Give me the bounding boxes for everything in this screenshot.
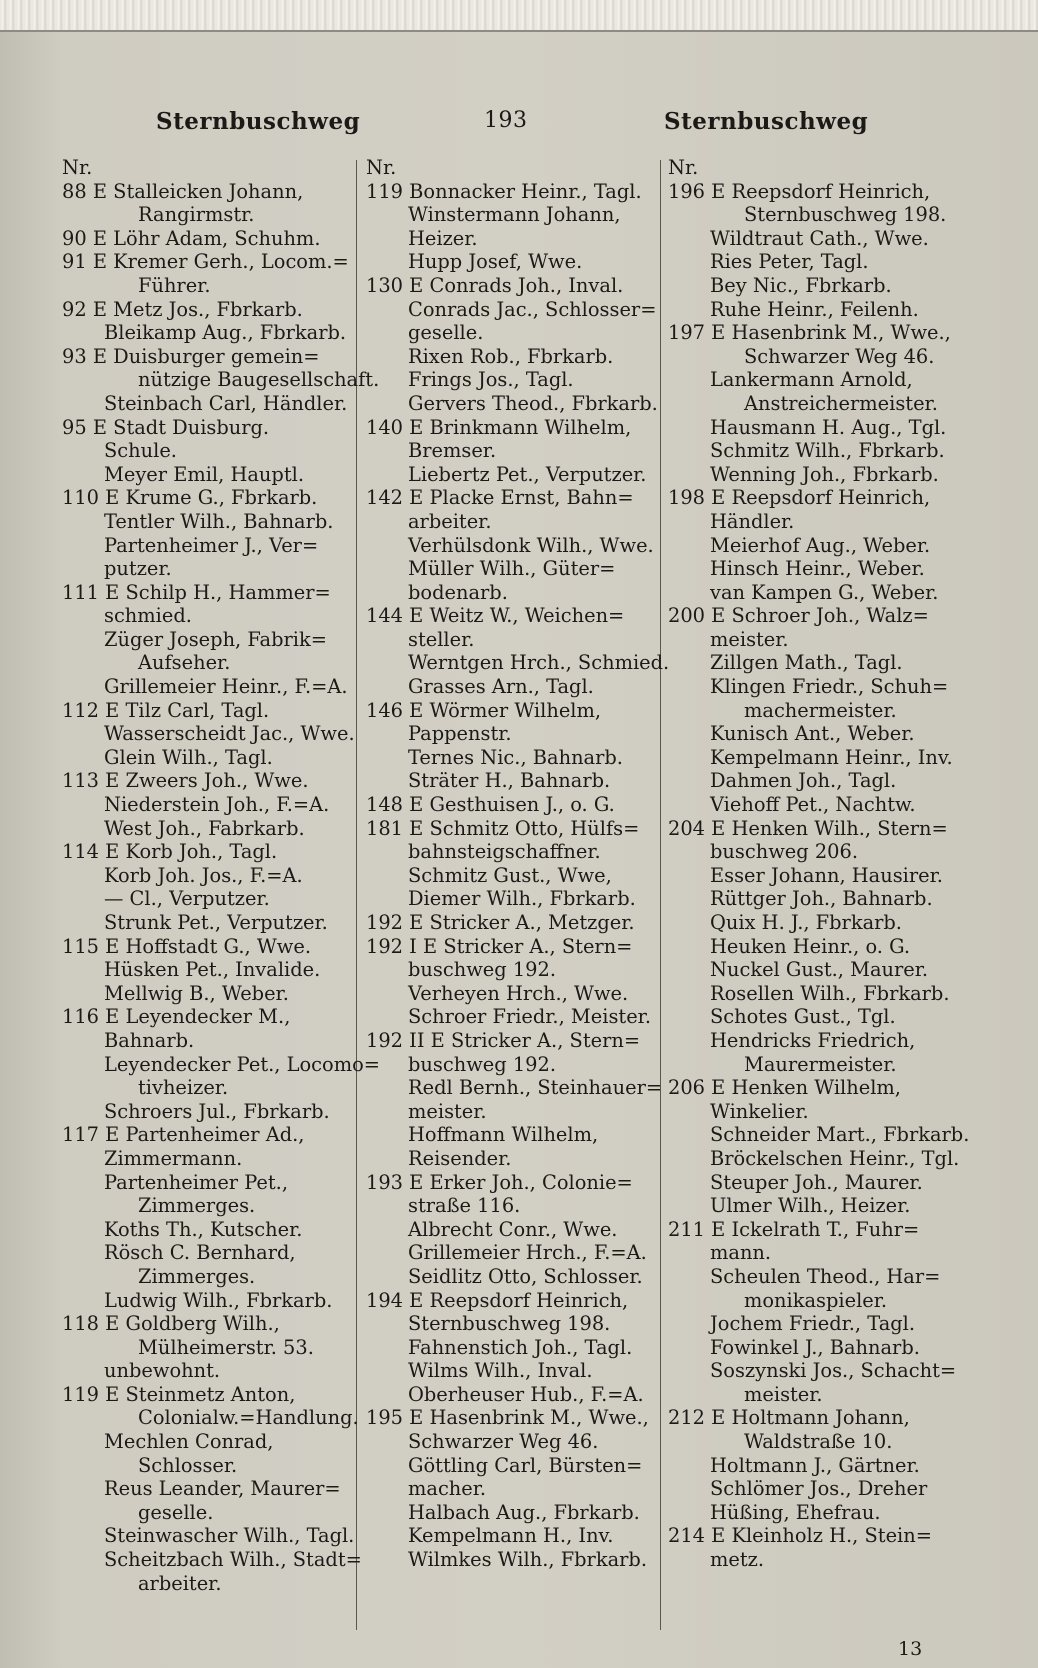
house-entry: 193 E Erker Joh., Colonie= xyxy=(366,1170,633,1194)
resident-line: Scheulen Theod., Har= xyxy=(710,1264,941,1288)
resident-line: Rösch C. Bernhard, xyxy=(104,1241,296,1265)
resident-line: Ludwig Wilh., Fbrkarb. xyxy=(104,1288,333,1312)
resident-line: Mechlen Conrad, xyxy=(104,1430,274,1454)
resident-line: Fahnenstich Joh., Tagl. xyxy=(408,1335,633,1359)
resident-line: Schroers Jul., Fbrkarb. xyxy=(104,1099,330,1123)
resident-line: Scheitzbach Wilh., Stadt= xyxy=(104,1548,362,1572)
resident-line: Sträter H., Bahnarb. xyxy=(408,769,611,793)
resident-line: Halbach Aug., Fbrkarb. xyxy=(408,1500,640,1524)
resident-line: Aufseher. xyxy=(138,651,231,675)
house-entry: 181 E Schmitz Otto, Hülfs= xyxy=(366,816,640,840)
resident-line: Viehoff Pet., Nachtw. xyxy=(710,793,916,817)
resident-line: Reus Leander, Maurer= xyxy=(104,1477,341,1501)
resident-line: Führer. xyxy=(138,273,211,297)
house-entry: 115 E Hoffstadt G., Wwe. xyxy=(62,934,311,958)
house-entry: 194 E Reepsdorf Heinrich, xyxy=(366,1288,629,1312)
resident-line: Kempelmann Heinr., Inv. xyxy=(710,745,953,769)
resident-line: Holtmann J., Gärtner. xyxy=(710,1453,920,1477)
resident-line: Steinbach Carl, Händler. xyxy=(104,391,348,415)
house-entry: 198 E Reepsdorf Heinrich, xyxy=(668,486,931,510)
resident-line: buschweg 206. xyxy=(710,840,859,864)
house-entry: 142 E Placke Ernst, Bahn= xyxy=(366,486,634,510)
resident-line: Schwarzer Weg 46. xyxy=(408,1430,599,1454)
directory-column-1 xyxy=(62,156,381,1595)
house-entry: 88 E Stalleicken Johann, xyxy=(62,179,304,203)
resident-line: Albrecht Conr., Wwe. xyxy=(408,1217,618,1241)
resident-line: Reisender. xyxy=(408,1146,512,1170)
resident-line: Zillgen Math., Tagl. xyxy=(710,651,903,675)
house-entry: 114 E Korb Joh., Tagl. xyxy=(62,840,278,864)
resident-line: Conrads Jac., Schlosser= xyxy=(408,297,657,321)
directory-column-3 xyxy=(668,156,970,1572)
resident-line: Lankermann Arnold, xyxy=(710,368,913,392)
resident-line: Seidlitz Otto, Schlosser. xyxy=(408,1264,643,1288)
resident-line: Hupp Josef, Wwe. xyxy=(408,250,583,274)
column-heading: Nr. xyxy=(668,156,699,179)
resident-line: Diemer Wilh., Fbrkarb. xyxy=(408,887,636,911)
house-entry: 200 E Schroer Joh., Walz= xyxy=(668,604,929,628)
resident-line: arbeiter. xyxy=(408,509,492,533)
resident-line: Göttling Carl, Bürsten= xyxy=(408,1453,643,1477)
resident-line: Bey Nic., Fbrkarb. xyxy=(710,273,892,297)
page-number: 193 xyxy=(484,108,528,133)
resident-line: Meierhof Aug., Weber. xyxy=(710,533,931,557)
house-entry: 144 E Weitz W., Weichen= xyxy=(366,604,625,628)
resident-line: machermeister. xyxy=(744,698,897,722)
resident-line: Schlömer Jos., Dreher xyxy=(710,1477,928,1501)
house-entry: 118 E Goldberg Wilh., xyxy=(62,1312,280,1336)
resident-line: geselle. xyxy=(408,321,484,345)
resident-line: unbewohnt. xyxy=(104,1359,221,1383)
resident-line: Schmitz Gust., Wwe, xyxy=(408,863,612,887)
resident-line: Verhülsdonk Wilh., Wwe. xyxy=(408,533,654,557)
house-entry: 117 E Partenheimer Ad., xyxy=(62,1123,305,1147)
resident-line: Schule. xyxy=(104,439,177,463)
resident-line: Schwarzer Weg 46. xyxy=(744,344,935,368)
house-entry: 113 E Zweers Joh., Wwe. xyxy=(62,769,309,793)
resident-line: Grillemeier Hrch., F.=A. xyxy=(408,1241,647,1265)
resident-line: Sternbuschweg 198. xyxy=(408,1312,611,1336)
resident-line: geselle. xyxy=(138,1500,214,1524)
resident-line: Partenheimer Pet., xyxy=(104,1170,288,1194)
resident-line: Rangirmstr. xyxy=(138,203,255,227)
resident-line: bahnsteigschaffner. xyxy=(408,840,601,864)
resident-line: Verheyen Hrch., Wwe. xyxy=(408,981,629,1005)
resident-line: Nuckel Gust., Maurer. xyxy=(710,958,929,982)
house-entry: 140 E Brinkmann Wilhelm, xyxy=(366,415,632,439)
house-entry: 119 Bonnacker Heinr., Tagl. xyxy=(366,179,642,203)
resident-line: Hendricks Friedrich, xyxy=(710,1028,916,1052)
resident-line: Händler. xyxy=(710,509,795,533)
resident-line: Kempelmann H., Inv. xyxy=(408,1524,614,1548)
printer-signature: 13 xyxy=(898,1638,923,1660)
resident-line: Heuken Heinr., o. G. xyxy=(710,934,911,958)
resident-line: bodenarb. xyxy=(408,580,508,604)
resident-line: Schlosser. xyxy=(138,1453,238,1477)
resident-line: Klingen Friedr., Schuh= xyxy=(710,675,949,699)
resident-line: Meyer Emil, Hauptl. xyxy=(104,462,304,486)
house-entry: 196 E Reepsdorf Heinrich, xyxy=(668,179,931,203)
house-entry: 195 E Hasenbrink M., Wwe., xyxy=(366,1406,649,1430)
resident-line: Ruhe Heinr., Feilenh. xyxy=(710,297,919,321)
resident-line: Bahnarb. xyxy=(104,1028,195,1052)
resident-line: monikaspieler. xyxy=(744,1288,888,1312)
house-entry: 112 E Tilz Carl, Tagl. xyxy=(62,698,270,722)
resident-line: straße 116. xyxy=(408,1194,521,1218)
column-heading: Nr. xyxy=(366,156,397,179)
house-entry: 204 E Henken Wilh., Stern= xyxy=(668,816,948,840)
resident-line: Maurermeister. xyxy=(744,1052,897,1076)
resident-line: Jochem Friedr., Tagl. xyxy=(710,1312,916,1336)
resident-line: Frings Jos., Tagl. xyxy=(408,368,574,392)
resident-line: Ries Peter, Tagl. xyxy=(710,250,869,274)
house-entry: 111 E Schilp H., Hammer= xyxy=(62,580,331,604)
resident-line: Redl Bernh., Steinhauer= xyxy=(408,1076,663,1100)
resident-line: Rüttger Joh., Bahnarb. xyxy=(710,887,933,911)
resident-line: Wenning Joh., Fbrkarb. xyxy=(710,462,939,486)
resident-line: Hüßing, Ehefrau. xyxy=(710,1500,881,1524)
column-divider xyxy=(660,160,661,1630)
house-entry: 93 E Duisburger gemein= xyxy=(62,344,320,368)
resident-line: Winkelier. xyxy=(710,1099,809,1123)
resident-line: meister. xyxy=(710,627,789,651)
resident-line: buschweg 192. xyxy=(408,958,557,982)
resident-line: Steinwascher Wilh., Tagl. xyxy=(104,1524,355,1548)
torn-paper-edge xyxy=(0,0,1038,32)
resident-line: Koths Th., Kutscher. xyxy=(104,1217,303,1241)
house-entry: 146 E Wörmer Wilhelm, xyxy=(366,698,602,722)
resident-line: Hausmann H. Aug., Tgl. xyxy=(710,415,947,439)
resident-line: metz. xyxy=(710,1548,765,1572)
resident-line: tivheizer. xyxy=(138,1076,229,1100)
resident-line: Pappenstr. xyxy=(408,722,512,746)
resident-line: Zimmermann. xyxy=(104,1146,243,1170)
resident-line: Liebertz Pet., Verputzer. xyxy=(408,462,647,486)
resident-line: Tentler Wilh., Bahnarb. xyxy=(104,509,334,533)
resident-line: Heizer. xyxy=(408,226,478,250)
resident-line: meister. xyxy=(408,1099,487,1123)
house-entry: 211 E Ickelrath T., Fuhr= xyxy=(668,1217,920,1241)
resident-line: Waldstraße 10. xyxy=(744,1430,893,1454)
resident-line: Dahmen Joh., Tagl. xyxy=(710,769,897,793)
resident-line: Wasserscheidt Jac., Wwe. xyxy=(104,722,355,746)
resident-line: arbeiter. xyxy=(138,1571,222,1595)
resident-line: Kunisch Ant., Weber. xyxy=(710,722,915,746)
resident-line: van Kampen G., Weber. xyxy=(710,580,939,604)
resident-line: Schneider Mart., Fbrkarb. xyxy=(710,1123,970,1147)
resident-line: Fowinkel J., Bahnarb. xyxy=(710,1335,920,1359)
resident-line: Leyendecker Pet., Locomo= xyxy=(104,1052,381,1076)
resident-line: steller. xyxy=(408,627,475,651)
resident-line: Schroer Friedr., Meister. xyxy=(408,1005,651,1029)
house-entry: 116 E Leyendecker M., xyxy=(62,1005,291,1029)
resident-line: Quix H. J., Fbrkarb. xyxy=(710,911,902,934)
page-header xyxy=(0,108,1038,144)
resident-line: Hinsch Heinr., Weber. xyxy=(710,557,925,581)
house-entry: 192 II E Stricker A., Stern= xyxy=(366,1028,641,1052)
resident-line: Rosellen Wilh., Fbrkarb. xyxy=(710,981,950,1005)
resident-line: Mülheimerstr. 53. xyxy=(138,1335,314,1359)
resident-line: buschweg 192. xyxy=(408,1052,557,1076)
column-heading: Nr. xyxy=(62,156,93,179)
resident-line: putzer. xyxy=(104,557,172,581)
house-entry: 192 E Stricker A., Metzger. xyxy=(366,911,635,934)
resident-line: nützige Baugesellschaft. xyxy=(138,368,380,392)
resident-line: Anstreichermeister. xyxy=(744,391,938,415)
resident-line: Strunk Pet., Verputzer. xyxy=(104,911,328,934)
resident-line: Grillemeier Heinr., F.=A. xyxy=(104,675,348,699)
house-entry: 212 E Holtmann Johann, xyxy=(668,1406,910,1430)
directory-column-2 xyxy=(366,156,670,1572)
house-entry: 214 E Kleinholz H., Stein= xyxy=(668,1524,932,1548)
resident-line: Zimmerges. xyxy=(138,1194,256,1218)
resident-line: Hoffmann Wilhelm, xyxy=(408,1123,599,1147)
house-entry: 110 E Krume G., Fbrkarb. xyxy=(62,486,318,510)
house-entry: 91 E Kremer Gerh., Locom.= xyxy=(62,250,349,274)
resident-line: Zimmerges. xyxy=(138,1264,256,1288)
resident-line: schmied. xyxy=(104,604,192,628)
resident-line: Werntgen Hrch., Schmied. xyxy=(408,651,670,675)
resident-line: mann. xyxy=(710,1241,772,1265)
resident-line: Korb Joh. Jos., F.=A. xyxy=(104,863,303,887)
house-entry: 92 E Metz Jos., Fbrkarb. xyxy=(62,297,303,321)
resident-line: Grasses Arn., Tagl. xyxy=(408,675,594,699)
resident-line: Ternes Nic., Bahnarb. xyxy=(408,745,623,769)
resident-line: Winstermann Johann, xyxy=(408,203,621,227)
resident-line: Partenheimer J., Ver= xyxy=(104,533,319,557)
resident-line: West Joh., Fabrkarb. xyxy=(104,816,305,840)
resident-line: Wilmkes Wilh., Fbrkarb. xyxy=(408,1548,647,1572)
house-entry: 119 E Steinmetz Anton, xyxy=(62,1382,296,1406)
resident-line: Sternbuschweg 198. xyxy=(744,203,947,227)
resident-line: macher. xyxy=(408,1477,487,1501)
resident-line: Esser Johann, Hausirer. xyxy=(710,863,943,887)
resident-line: Oberheuser Hub., F.=A. xyxy=(408,1382,644,1406)
resident-line: Schotes Gust., Tgl. xyxy=(710,1005,896,1029)
resident-line: meister. xyxy=(744,1382,823,1406)
resident-line: Züger Joseph, Fabrik= xyxy=(104,627,327,651)
house-entry: 148 E Gesthuisen J., o. G. xyxy=(366,793,615,817)
resident-line: Bleikamp Aug., Fbrkarb. xyxy=(104,321,347,345)
resident-line: Steuper Joh., Maurer. xyxy=(710,1170,923,1194)
resident-line: Wildtraut Cath., Wwe. xyxy=(710,226,929,250)
resident-line: Wilms Wilh., Inval. xyxy=(408,1359,593,1383)
resident-line: Mellwig B., Weber. xyxy=(104,981,289,1005)
resident-line: Bremser. xyxy=(408,439,497,463)
resident-line: Schmitz Wilh., Fbrkarb. xyxy=(710,439,945,463)
resident-line: Glein Wilh., Tagl. xyxy=(104,745,273,769)
header-right-title: Sternbuschweg xyxy=(664,108,869,135)
resident-line: Ulmer Wilh., Heizer. xyxy=(710,1194,911,1218)
house-entry: 197 E Hasenbrink M., Wwe., xyxy=(668,321,951,345)
resident-line: Soszynski Jos., Schacht= xyxy=(710,1359,957,1383)
house-entry: 90 E Löhr Adam, Schuhm. xyxy=(62,226,321,250)
house-entry: 206 E Henken Wilhelm, xyxy=(668,1076,901,1100)
resident-line: Hüsken Pet., Invalide. xyxy=(104,958,321,982)
resident-line: Rixen Rob., Fbrkarb. xyxy=(408,344,614,368)
house-entry: 95 E Stadt Duisburg. xyxy=(62,415,270,439)
resident-line: Colonialw.=Handlung. xyxy=(138,1406,359,1430)
resident-line: Niederstein Joh., F.=A. xyxy=(104,793,330,817)
resident-line: Gervers Theod., Fbrkarb. xyxy=(408,391,658,415)
house-entry: 192 I E Stricker A., Stern= xyxy=(366,934,633,958)
resident-line: — Cl., Verputzer. xyxy=(104,887,270,911)
header-left-title: Sternbuschweg xyxy=(156,108,361,135)
resident-line: Bröckelschen Heinr., Tgl. xyxy=(710,1146,960,1170)
resident-line: Müller Wilh., Güter= xyxy=(408,557,616,581)
house-entry: 130 E Conrads Joh., Inval. xyxy=(366,273,624,297)
